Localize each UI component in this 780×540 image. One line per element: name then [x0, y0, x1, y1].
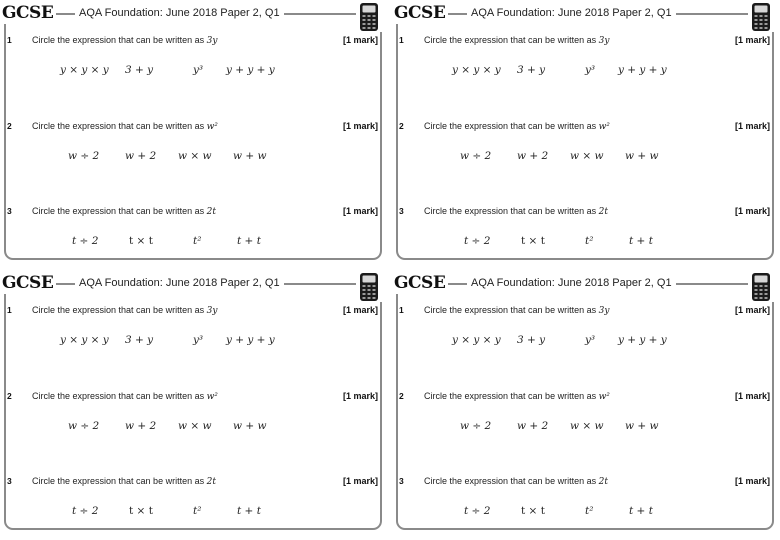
answer-option[interactable]: y + y + y: [618, 334, 667, 346]
card-frame: [396, 13, 774, 260]
answer-option[interactable]: w + 2: [125, 420, 157, 432]
question-prompt: [32, 391, 218, 402]
answer-option[interactable]: t²: [585, 235, 594, 247]
answer-option[interactable]: w + w: [233, 150, 267, 162]
answer-option[interactable]: t × t: [129, 235, 153, 247]
question-card-3: [0, 270, 384, 532]
prompt-text: Circle the expression that can be written as: [424, 206, 599, 216]
calculator-icon: [356, 2, 382, 32]
answer-option[interactable]: y³: [193, 334, 204, 346]
answer-option[interactable]: w × w: [570, 150, 604, 162]
mark-label: [1 mark]: [734, 391, 770, 401]
answer-option[interactable]: w × w: [178, 420, 212, 432]
answer-option[interactable]: w + 2: [125, 150, 157, 162]
answer-option[interactable]: t × t: [521, 235, 545, 247]
calculator-icon: [356, 272, 382, 302]
card-frame: [4, 283, 382, 530]
answer-option[interactable]: y × y × y: [452, 64, 501, 76]
answer-option[interactable]: y³: [585, 64, 596, 76]
answer-option[interactable]: y × y × y: [60, 64, 109, 76]
answer-option[interactable]: t ÷ 2: [464, 505, 491, 517]
target-expression: w²: [206, 122, 218, 132]
answer-option[interactable]: t + t: [237, 505, 261, 517]
mark-label: [1 mark]: [734, 121, 770, 131]
mark-label: [1 mark]: [342, 391, 378, 401]
answer-option[interactable]: t + t: [629, 505, 653, 517]
answer-option[interactable]: t × t: [521, 505, 545, 517]
prompt-text: Circle the expression that can be written as: [32, 35, 207, 45]
gcse-logo: GCSE: [394, 272, 448, 294]
answer-option[interactable]: w ÷ 2: [460, 150, 492, 162]
answer-option[interactable]: w + w: [625, 420, 659, 432]
target-expression: 3y: [206, 306, 218, 316]
prompt-text: Circle the expression that can be written as: [32, 476, 207, 486]
answer-option[interactable]: w ÷ 2: [460, 420, 492, 432]
question-prompt: [424, 35, 609, 46]
mark-label: [1 mark]: [342, 35, 378, 45]
calculator-icon: [748, 2, 774, 32]
answer-option[interactable]: y³: [585, 334, 596, 346]
prompt-text: Circle the expression that can be written as: [424, 391, 599, 401]
answer-option[interactable]: 3 + y: [125, 64, 154, 76]
question-card-1: [0, 0, 384, 262]
mark-label: [1 mark]: [342, 476, 378, 486]
answer-option[interactable]: 3 + y: [125, 334, 154, 346]
mark-label: [1 mark]: [342, 121, 378, 131]
gcse-logo: GCSE: [2, 272, 56, 294]
answer-option[interactable]: w × w: [178, 150, 212, 162]
gcse-logo: GCSE: [2, 2, 56, 24]
prompt-text: Circle the expression that can be written as: [32, 391, 207, 401]
target-expression: 2t: [598, 477, 608, 487]
answer-option[interactable]: t²: [193, 235, 202, 247]
answer-option[interactable]: y + y + y: [226, 334, 275, 346]
question-prompt: [32, 305, 217, 316]
target-expression: 2t: [206, 207, 216, 217]
answer-option[interactable]: w ÷ 2: [68, 420, 100, 432]
source-label: AQA Foundation: June 2018 Paper 2, Q1: [75, 5, 284, 21]
answer-option[interactable]: t²: [585, 505, 594, 517]
mark-label: [1 mark]: [734, 476, 770, 486]
calculator-icon: [748, 272, 774, 302]
question-prompt: [32, 121, 218, 132]
question-number: 3: [7, 206, 12, 216]
answer-option[interactable]: y³: [193, 64, 204, 76]
question-prompt: [32, 35, 217, 46]
target-expression: 3y: [598, 36, 610, 46]
question-number: 2: [399, 121, 404, 131]
question-prompt: [32, 476, 216, 487]
answer-option[interactable]: t²: [193, 505, 202, 517]
prompt-text: Circle the expression that can be written as: [424, 35, 599, 45]
target-expression: 2t: [206, 477, 216, 487]
answer-option[interactable]: w + 2: [517, 150, 549, 162]
question-prompt: [424, 121, 610, 132]
card-frame: [4, 13, 382, 260]
answer-option[interactable]: t ÷ 2: [464, 235, 491, 247]
question-number: 1: [399, 305, 404, 315]
answer-option[interactable]: w + w: [625, 150, 659, 162]
question-number: 3: [399, 206, 404, 216]
mark-label: [1 mark]: [734, 35, 770, 45]
question-card-4: [392, 270, 776, 532]
question-prompt: [424, 305, 609, 316]
answer-option[interactable]: 3 + y: [517, 64, 546, 76]
question-number: 1: [399, 35, 404, 45]
question-prompt: [32, 206, 216, 217]
answer-option[interactable]: t ÷ 2: [72, 235, 99, 247]
target-expression: w²: [598, 122, 610, 132]
answer-option[interactable]: w + w: [233, 420, 267, 432]
answer-option[interactable]: 3 + y: [517, 334, 546, 346]
prompt-text: Circle the expression that can be written as: [32, 305, 207, 315]
answer-option[interactable]: t + t: [237, 235, 261, 247]
mark-label: [1 mark]: [342, 206, 378, 216]
question-number: 1: [7, 35, 12, 45]
answer-option[interactable]: y + y + y: [618, 64, 667, 76]
target-expression: w²: [206, 392, 218, 402]
question-number: 2: [7, 121, 12, 131]
question-prompt: [424, 391, 610, 402]
question-number: 1: [7, 305, 12, 315]
question-number: 2: [7, 391, 12, 401]
answer-option[interactable]: w ÷ 2: [68, 150, 100, 162]
answer-option[interactable]: t × t: [129, 505, 153, 517]
card-frame: [396, 283, 774, 530]
target-expression: 2t: [598, 207, 608, 217]
question-prompt: [424, 476, 608, 487]
target-expression: w²: [598, 392, 610, 402]
source-label: AQA Foundation: June 2018 Paper 2, Q1: [467, 275, 676, 291]
target-expression: 3y: [598, 306, 610, 316]
mark-label: [1 mark]: [734, 206, 770, 216]
prompt-text: Circle the expression that can be written as: [424, 121, 599, 131]
mark-label: [1 mark]: [734, 305, 770, 315]
mark-label: [1 mark]: [342, 305, 378, 315]
source-label: AQA Foundation: June 2018 Paper 2, Q1: [467, 5, 676, 21]
prompt-text: Circle the expression that can be written as: [424, 305, 599, 315]
prompt-text: Circle the expression that can be written as: [32, 121, 207, 131]
gcse-logo: GCSE: [394, 2, 448, 24]
answer-option[interactable]: y + y + y: [226, 64, 275, 76]
question-prompt: [424, 206, 608, 217]
answer-option[interactable]: y × y × y: [452, 334, 501, 346]
question-number: 2: [399, 391, 404, 401]
prompt-text: Circle the expression that can be written as: [32, 206, 207, 216]
answer-option[interactable]: w × w: [570, 420, 604, 432]
answer-option[interactable]: t ÷ 2: [72, 505, 99, 517]
source-label: AQA Foundation: June 2018 Paper 2, Q1: [75, 275, 284, 291]
question-card-2: [392, 0, 776, 262]
target-expression: 3y: [206, 36, 218, 46]
answer-option[interactable]: y × y × y: [60, 334, 109, 346]
answer-option[interactable]: w + 2: [517, 420, 549, 432]
answer-option[interactable]: t + t: [629, 235, 653, 247]
question-number: 3: [7, 476, 12, 486]
prompt-text: Circle the expression that can be written as: [424, 476, 599, 486]
question-number: 3: [399, 476, 404, 486]
